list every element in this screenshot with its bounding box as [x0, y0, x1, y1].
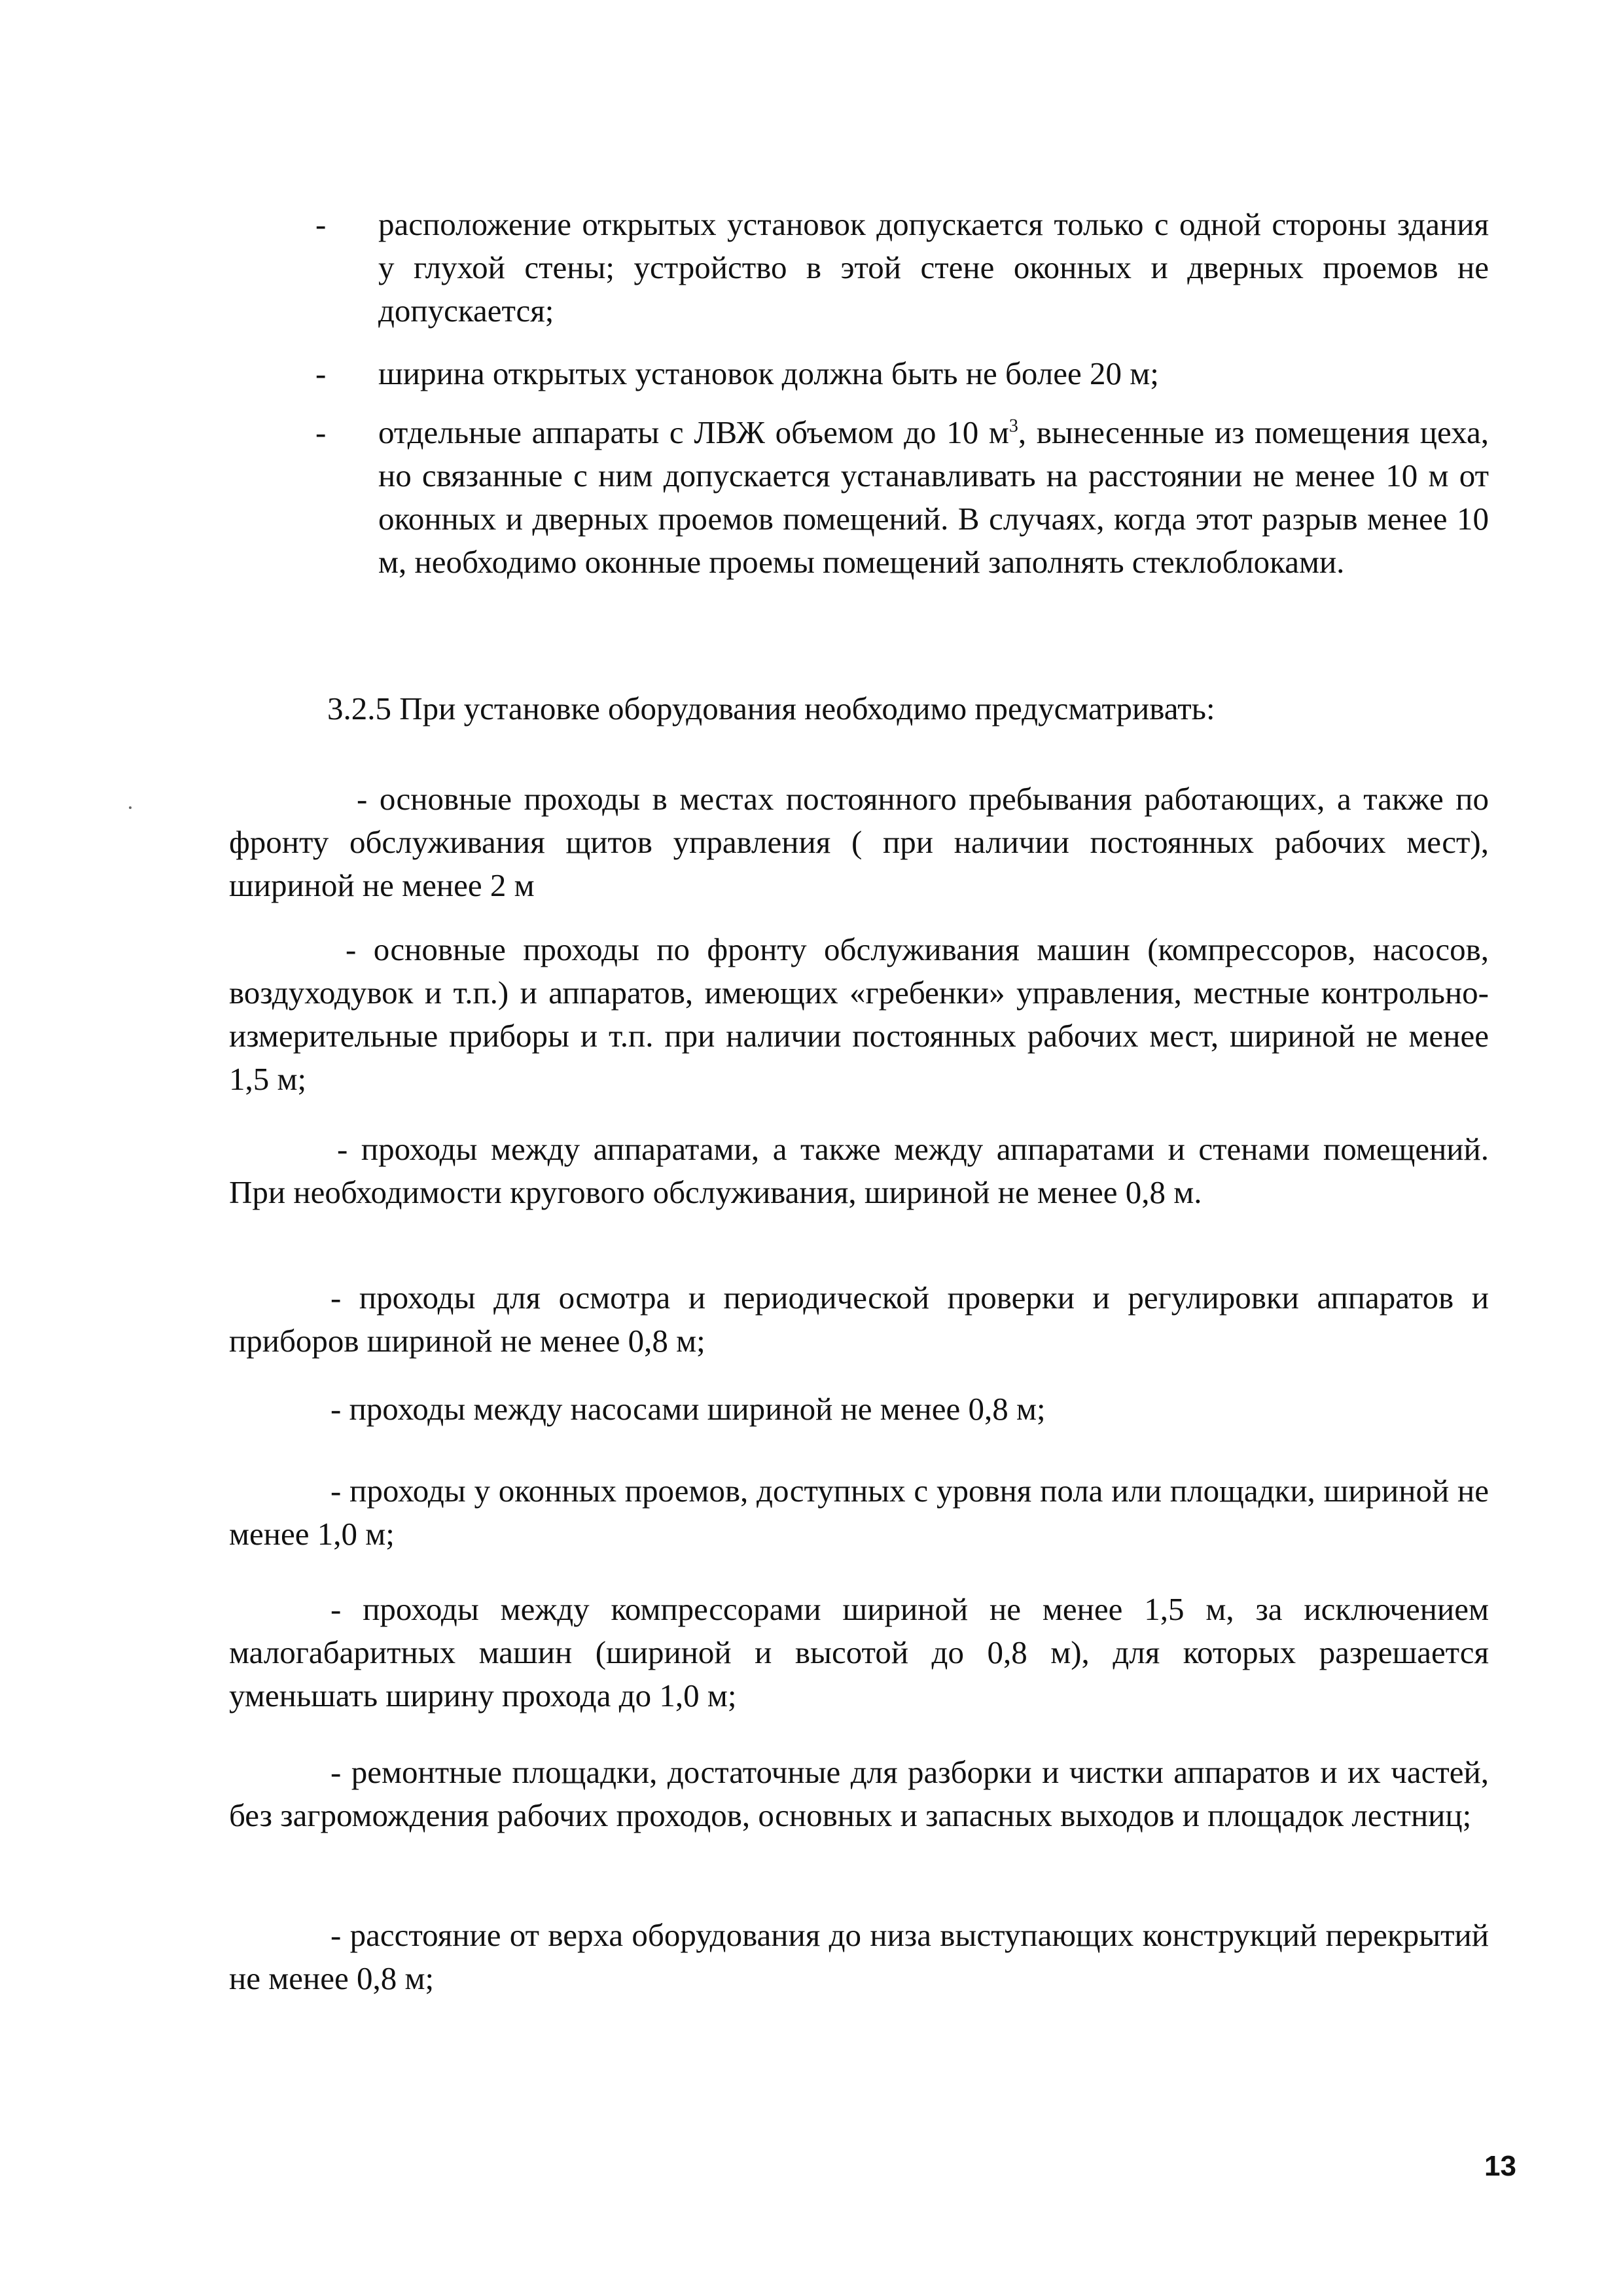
paragraph: - основные проходы в местах постоянного пребывания работающих, а также по фронту обслуживания щитов управления ( при наличии постоянных рабочих мест), шириной не менее 2 м	[229, 781, 1489, 903]
bullet-text: ширина открытых установок должна быть не более 20 м;	[378, 355, 1159, 391]
paragraph: - проходы между насосами шириной не менее 0,8 м;	[330, 1391, 1046, 1427]
bullet-dash: -	[315, 414, 327, 450]
paragraph: - проходы между компрессорами шириной не менее 1,5 м, за исключением малогабаритных машин (шириной и высотой до 0,8 м), для которых разрешается уменьшать ширину прохода до 1,0 м;	[229, 1591, 1489, 1713]
page-number: 13	[1484, 2150, 1516, 2182]
bullet-item	[315, 352, 1489, 395]
bullet-text-part: , вынесенные из помещения цеха, но связанные с ним допускается устанавливать на расстоянии не менее 10 м от оконных и дверных проемов помещений. В случаях, когда этот разрыв менее 10 м, необходимо оконные проемы помещений заполнять стеклоблоками.	[378, 414, 1489, 580]
bullet-dash: -	[315, 355, 327, 391]
paragraph: - ремонтные площадки, достаточные для разборки и чистки аппаратов и их частей, без загромождения рабочих проходов, основных и запасных выходов и площадок лестниц;	[229, 1754, 1489, 1833]
paragraph: - проходы между аппаратами, а также между аппаратами и стенами помещений. При необходимости кругового обслуживания, шириной не менее 0,8 м.	[229, 1131, 1489, 1210]
paragraph: - основные проходы по фронту обслуживания машин (компрессоров, насосов, воздуходувок и т.п.) и аппаратов, имеющих «гребенки» управления, местные контрольно-измерительные приборы и т.п. при наличии постоянных рабочих мест, шириной не менее 1,5 м;	[229, 931, 1489, 1097]
bullet-item	[315, 203, 1489, 332]
bullet-text: расположение открытых установок допускается только с одной стороны здания у глухой стены; устройство в этой стене оконных и дверных проемов не допускается;	[378, 206, 1489, 329]
bullet-item	[315, 411, 1489, 584]
bullet-text-part: отдельные аппараты с ЛВЖ объемом до 10 м	[378, 414, 1009, 450]
bullet-dash: -	[315, 206, 327, 242]
superscript: 3	[1008, 416, 1018, 437]
paragraph: - проходы для осмотра и периодической проверки и регулировки аппаратов и приборов шириной не менее 0,8 м;	[229, 1280, 1489, 1359]
section-heading: 3.2.5 При установке оборудования необходимо предусматривать:	[327, 691, 1215, 726]
paragraph: - проходы у оконных проемов, доступных с уровня пола или площадки, шириной не менее 1,0 м;	[229, 1473, 1489, 1552]
bullet-text	[378, 411, 1489, 584]
paragraph: - расстояние от верха оборудования до низа выступающих конструкций перекрытий не менее 0,8 м;	[229, 1917, 1489, 1996]
scan-speck	[129, 806, 132, 809]
